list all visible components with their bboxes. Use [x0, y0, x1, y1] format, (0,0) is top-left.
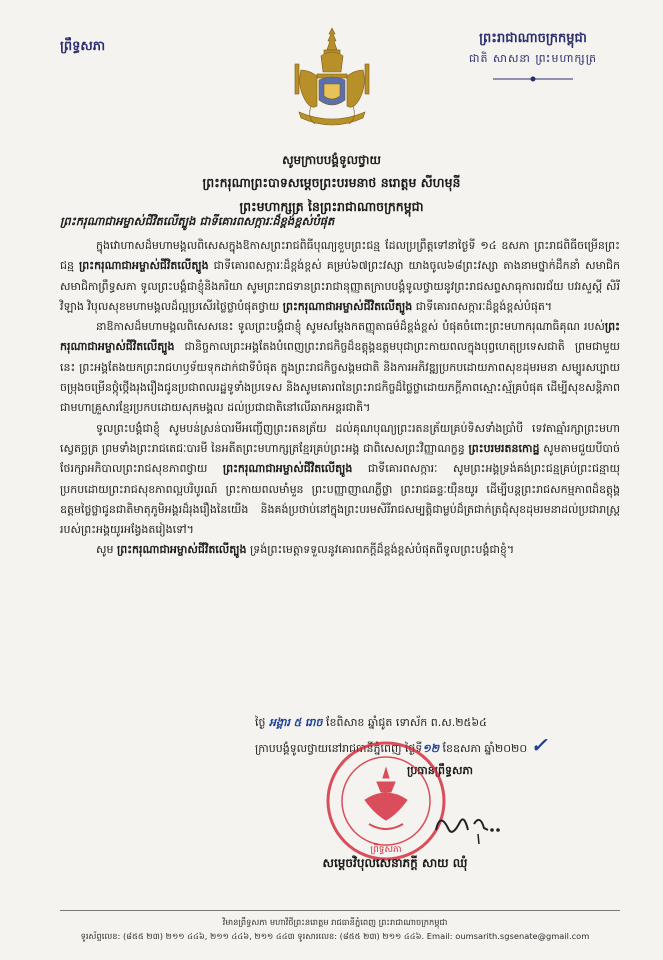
paragraph-1-king-title: ព្រះករុណាជាអម្ចាស់ជីវិតលើត្បូង [79, 259, 209, 273]
paragraph-1-text-c: ជាទីគោរពសក្ការៈដ៏ខ្ពង់ខ្ពស់ គម្រប់៦៧ព្រះវស្សា យាងចូល៦៨ព្រះវស្សា តាងនាមថ្នាក់ដឹកនាំ សមាជិក សមាជិកាព្រឹទ្ធសភា ទូលព្រះបង្គំជាខ្ញុំនិងភរិយា សូមព្រះរាជទានព្រះរាជានុញ្ញាតក្រាបបង្គំទូលថ្វាយនូវព្រះរាជសព្ទសាធុការពរជ័យ បវរសួស្តី សិរីវិឡាង វិបុលសុខមហាមង្គលដ៏ល្អប្រសើរថ្លៃថ្លាបំផុតថ្វាយ [60, 259, 621, 313]
senate-seal-icon [325, 740, 447, 862]
seal-label: ព្រឹទ្ធសភា [370, 845, 402, 855]
senate-org-label: ព្រឹទ្ធសភា [60, 39, 106, 54]
footer-address: វិមានព្រឹទ្ធសភា មហាវិថីព្រះនរោត្តម រាជធានីភ្នំពេញ ព្រះរាជាណាចក្រកម្ពុជា [222, 917, 448, 927]
paragraph-3-king-title: ព្រះករុណាជាអម្ចាស់ជីវិតលើត្បូង [222, 462, 353, 476]
addressee-line-3: ព្រះមហាក្សត្រ នៃព្រះរាជាណាចក្រកម្ពុជា [239, 199, 424, 214]
paragraph-3-late-king: ព្រះបរមរតនកោដ្ឋ [468, 441, 540, 455]
paragraph-1-text-e: ជាទីគោរពសក្ការៈដ៏ខ្ពង់ខ្ពស់បំផុត។ [412, 299, 553, 313]
lunar-date-rest: ខែពិសាខ ឆ្នាំជូត ទោស័ក ព.ស.២៥៦៤ [326, 716, 487, 729]
paragraph-2-text-a: នាឱកាសដ៏មហាមង្គលពិសេសនេះ ទូលព្រះបង្គំជាខ្ញុំ សូមសម្តែងកតញ្ញុតាធម៌ដ៏ខ្ពង់ខ្ពស់ បំផុតចំពោះព្រះមហាករុណាធិគុណ របស់ [96, 320, 605, 334]
paragraph-1-text-a: ក្នុងវោហាសដ៏មហាមង្គលពិសេសក្នុងឱកាសព្រះរាជពិធីបុណ្យខួបព្រះជន្ម ដែលប្រព្រឹត្តទៅនាថ្ងៃទី ១៤ ឧសភា ព្រះរាជពិធីចម្រើនព្រះជន្ម [60, 239, 620, 273]
letter-body [60, 236, 620, 561]
paragraph-4-text-a: សូម [96, 543, 117, 557]
salutation: ព្រះករុណាជាអម្ចាស់ជីវិតលើត្បូង ជាទីគោរពសក្ការៈដ៏ខ្ពង់ខ្ពស់បំផុត [60, 214, 335, 228]
paragraph-1-king-title-2: ព្រះករុណាជាអម្ចាស់ជីវិតលើត្បូង [282, 299, 413, 313]
paragraph-2 [60, 317, 620, 418]
national-motto: ជាតិ សាសនា ព្រះមហាក្សត្រ [469, 52, 597, 65]
handwritten-weekday: អង្គារ [268, 716, 290, 729]
lunar-date-line [255, 712, 625, 734]
paragraph-1 [60, 236, 620, 317]
checkmark-icon: ✓ [530, 733, 548, 757]
paragraph-2-king-title: ព្រះករុណាជាអម្ចាស់ជីវិតលើត្បូង [60, 320, 620, 354]
footer-contact: ទូរស័ព្ទលេខ: (៨៥៥ ២៣) ២១១ ៤៤៦, ២១១ ៤៤៦, ២១១ ៤៤៣ ទូរសារលេខ: (៨៥៥ ២៣) ២១១ ៤៤៦. Email: oumsarith.sgsenate@gmail.com [80, 931, 590, 941]
addressee-line-1: សូមក្រាបបង្គំទូលថ្វាយ [282, 153, 381, 167]
date-prefix: ថ្ងៃ [255, 716, 266, 729]
kingdom-name: ព្រះរាជាណាចក្រកម្ពុជា [479, 31, 587, 46]
paragraph-4-king-title: ព្រះករុណាជាអម្ចាស់ជីវិតលើត្បូង [116, 543, 247, 557]
paragraph-3-text-a: ទូលព្រះបង្គំជាខ្ញុំ សូមបន់ស្រន់បារមីអញ្ជើញព្រះរតនត្រ័យ ដល់គុណបុណ្យព្រះរតនត្រ័យគ្រប់ទិសទាំងប្រាំបី ទេវតាឆ្មាំរក្សាព្រះមហាស្វេតច្ឆត្រ ព្រមទាំងព្រះរាជតេជៈបារមី នៃអតីតព្រះមហាក្សត្រខ្មែរគ្រប់ព្រះអង្គ ជាពិសេសព្រះវិញ្ញាណក្ខន្ធ [60, 421, 620, 455]
solar-date-prefix: ក្រាបបង្គំទូលថ្វាយនៅរាជធានីភ្នំពេញ ថ្ងៃទី [255, 742, 423, 755]
motto-ornament-icon [438, 75, 628, 83]
signer-office: ប្រធានព្រឹទ្ធសភា [407, 764, 473, 777]
paragraph-4 [60, 540, 620, 560]
footer-divider [60, 910, 620, 911]
footer [30, 915, 640, 943]
solar-date-suffix: ខែឧសភា ឆ្នាំ២០២០ [439, 742, 528, 755]
royal-coat-of-arms-icon [291, 26, 373, 134]
paragraph-2-text-c: ជានិច្ចកាលព្រះអង្គតែងបំពេញព្រះរាជកិច្ចដ៏ឧត្តុង្គឧត្តមបុជាព្រះកាយពលក្នុងបុព្វហេតុប្រទេសជាតិ ព្រមជាមួយនេះ ព្រះអង្គតែងយកព្រះរាជហឫទ័យទុកដាក់ជាទីបំផុត ក្នុងព្រះរាជកិច្ចសង្គមជាតិ និងការអភិវឌ្ឍប្រកបដោយភាពសុខដុមរមនា សម្បូរសប្បាយ ចម្រុងចម្រើនថ្កុំថ្កើងរុងរឿងជូនប្រជាពលរដ្ឋទូទាំងប្រទេស និងសូមគោរពនៃព្រះរាជកិច្ចដ៏ថ្លៃថ្លាដោយភក្តីភាពស្មោះស្ម័គ្របំផុត ដើម្បីសុខសន្តិភាពជាមហាគ្រួសារខ្មែរប្រកបដោយសុភមង្គល ដល់ប្រជាជាតិនៅលើឆាកអន្តរជាតិ។ [60, 340, 620, 415]
paragraph-3 [60, 419, 620, 541]
signer-name: សម្តេចវិបុលសេនាភក្តី សាយ ឈុំ [322, 856, 468, 870]
paragraph-4-text-c: ទ្រង់ព្រះមេត្តាទទួលនូវគោរពភក្តីដ៏ខ្ពង់ខ្ពស់បំផុតពីទូលព្រះបង្គំជាខ្ញុំ។ [246, 543, 515, 557]
handwritten-lunar-day: ៥ រោច [293, 716, 323, 729]
signature-icon [430, 800, 520, 850]
paragraph-3-text-c: សូមតាមជួយបីបាច់ថែរក្សាអភិបាលព្រះរាជសុខភាពថ្វាយ [60, 441, 620, 476]
addressee-block [60, 152, 603, 218]
kingdom-header [438, 30, 628, 87]
addressee-line-2: ព្រះករុណាព្រះបាទសម្តេចព្រះបរមនាថ នរោត្តម សីហមុនី [202, 175, 461, 190]
handwritten-day-number: ១២ [422, 742, 440, 755]
paragraph-3-text-e: ជាទីគោរពសក្ការៈ សូមព្រះអង្គទ្រង់គង់ព្រះជន្មគ្រប់ព្រះជន្មាយុ ប្រកបដោយព្រះរាជសុខភាពល្អបរិបូរណ៍ ព្រះកាយពលមាំមួន ព្រះបញ្ញាញាណភ្លឺថ្លា ព្រះរាជឆន្ទៈយ៉ឺនយូរ ដើម្បីបន្តព្រះរាជសកម្មភាពដ៏ឧត្តុង្គឧត្តមថ្លៃថ្លាជូនជាតិមាតុភូមិអង្គរដ៏រុងរឿងនៃយើង និងគង់ប្រថាប់នៅក្នុងព្រះបរមសិរីរាជសម្បត្តិជាម្លប់ដ៏ត្រជាក់ត្រជុំសុខដុមរមនាដល់ប្រជារាស្ត្ររបស់ព្រះអង្គយូរអង្វែងតរៀងទៅ។ [60, 462, 620, 537]
